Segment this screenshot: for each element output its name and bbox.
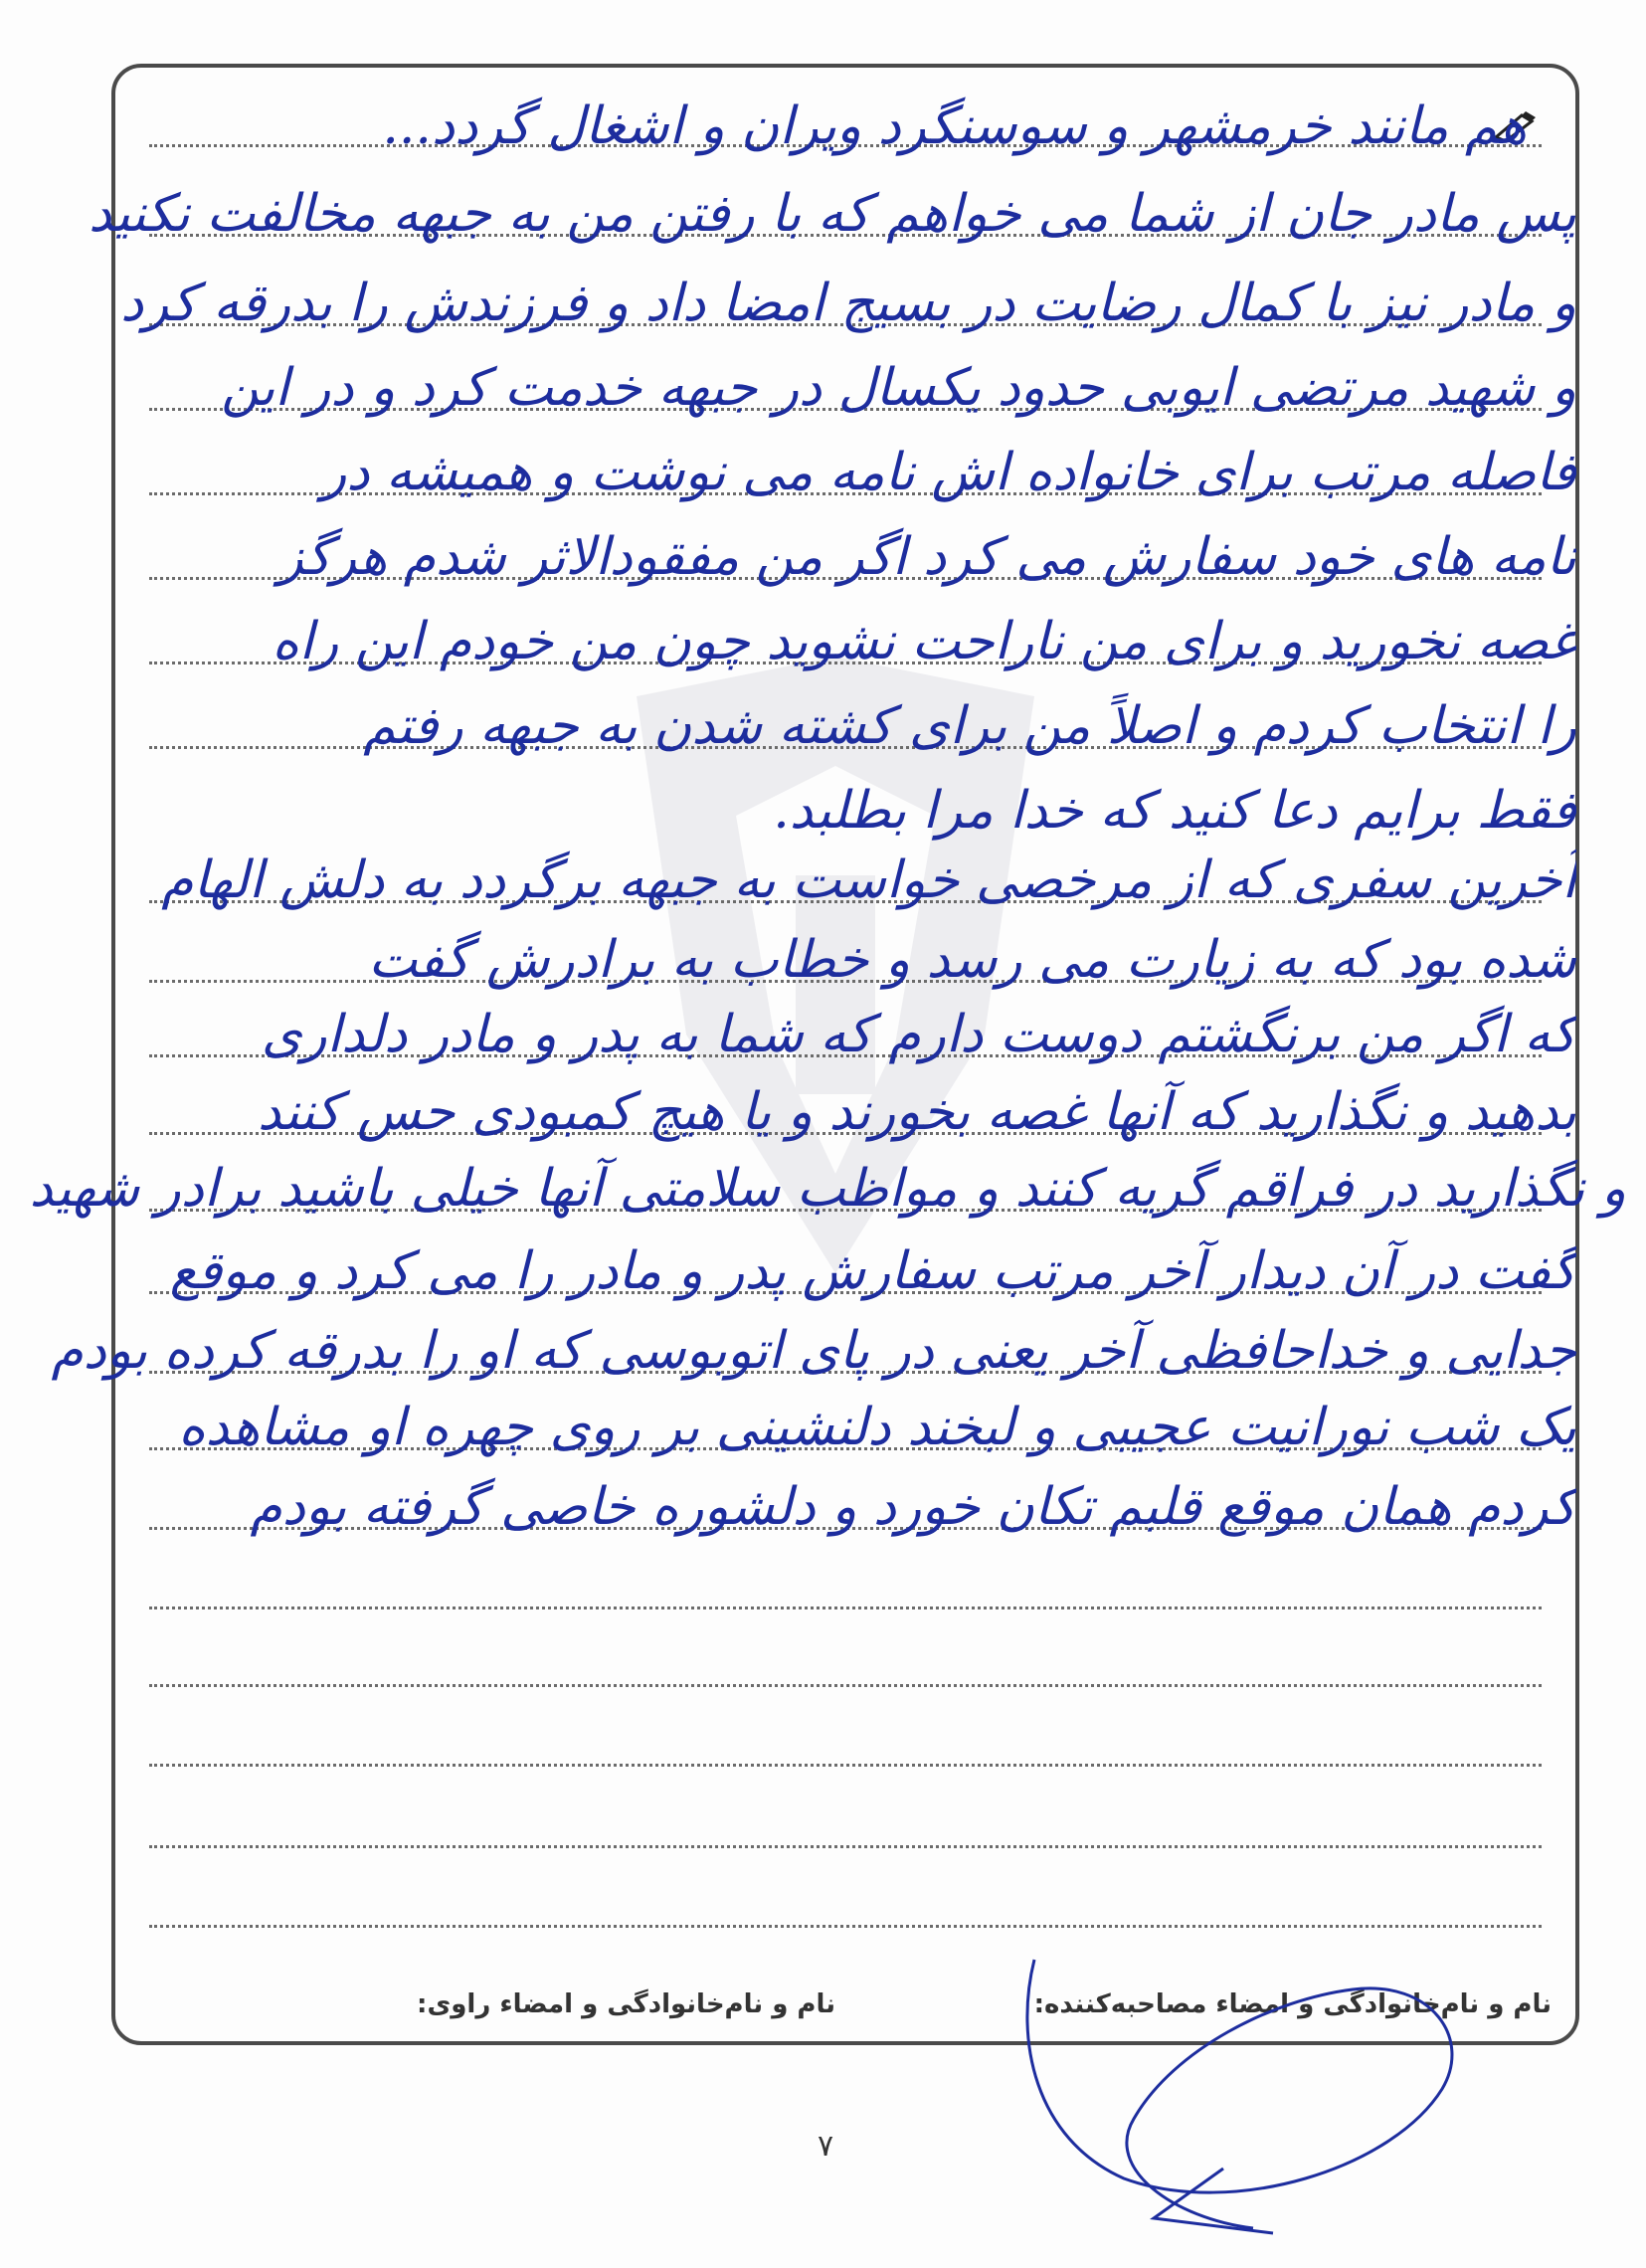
handwriting-line: فاصله مرتب برای خانواده اش نامه می نوشت و همیشه در (321, 443, 1576, 502)
handwriting-line: فقط برایم دعا کنید که خدا مرا بطلبد. (773, 781, 1576, 841)
handwriting-line: و شهید مرتضی ایوبی حدود یکسال در جبهه خدمت کرد و در این (221, 358, 1576, 418)
handwriting-line: را انتخاب کردم و اصلاً من برای کشته شدن به جبهه رفتم (363, 696, 1576, 756)
handwriting-line: پس مادر جان از شما می خواهم که با رفتن من به جبهه مخالفت نکنید (88, 184, 1576, 244)
handwriting-line: یک شب نورانیت عجیبی و لبخند دلنشینی بر روی چهره او مشاهده (178, 1398, 1576, 1457)
handwriting-line: غصه نخورید و برای من ناراحت نشوید چون من خودم این راه (272, 612, 1576, 671)
handwriting-line: کردم همان موقع قلبم تکان خورد و دلشوره خاصی گرفته بودم (250, 1477, 1576, 1537)
handwriting-line: و مادر نیز با کمال رضایت در بسیج امضا داد و فرزندش را بدرقه کرد (120, 274, 1576, 333)
interviewer-signature-label: نام و نام‌خانوادگی و امضاء مصاحبه‌کننده: (1033, 1989, 1552, 2019)
handwriting-line: و نگذارید در فراقم گریه کنند و مواظب سلامتی آنها خیلی باشید برادر شهید (29, 1159, 1626, 1219)
handwriting-line: هم مانند خرمشهر و سوسنگرد ویران و اشغال گردد... (382, 96, 1527, 156)
signature-scribble (975, 1920, 1611, 2248)
handwriting-line: جدایی و خداحافظی آخر یعنی در پای اتوبوسی که او را بدرقه کرده بودم (51, 1321, 1576, 1381)
handwriting-line: نامه های خود سفارش می کرد اگر من مفقودالاثر شدم هرگز (277, 527, 1576, 587)
page-number: ۷ (817, 2129, 834, 2164)
narrator-signature-label: نام و نام‌خانوادگی و امضاء راوی: (417, 1989, 835, 2019)
handwriting-line: گفت در آن دیدار آخر مرتب سفارش پدر و مادر را می کرد و موقع (169, 1241, 1576, 1301)
handwriting-line: بدهید و نگذارید که آنها غصه بخورند و یا هیچ کمبودی حس کنند (258, 1082, 1576, 1142)
handwriting-line: آخرین سفری که از مرخصی خواست به جبهه برگردد به دلش الهام (161, 850, 1576, 910)
handwriting-line: شده بود که به زیارت می رسد و خطاب به برادرش گفت (368, 930, 1576, 990)
handwriting-line: که اگر من برنگشتم دوست دارم که شما به پدر و مادر دلداری (261, 1005, 1576, 1064)
